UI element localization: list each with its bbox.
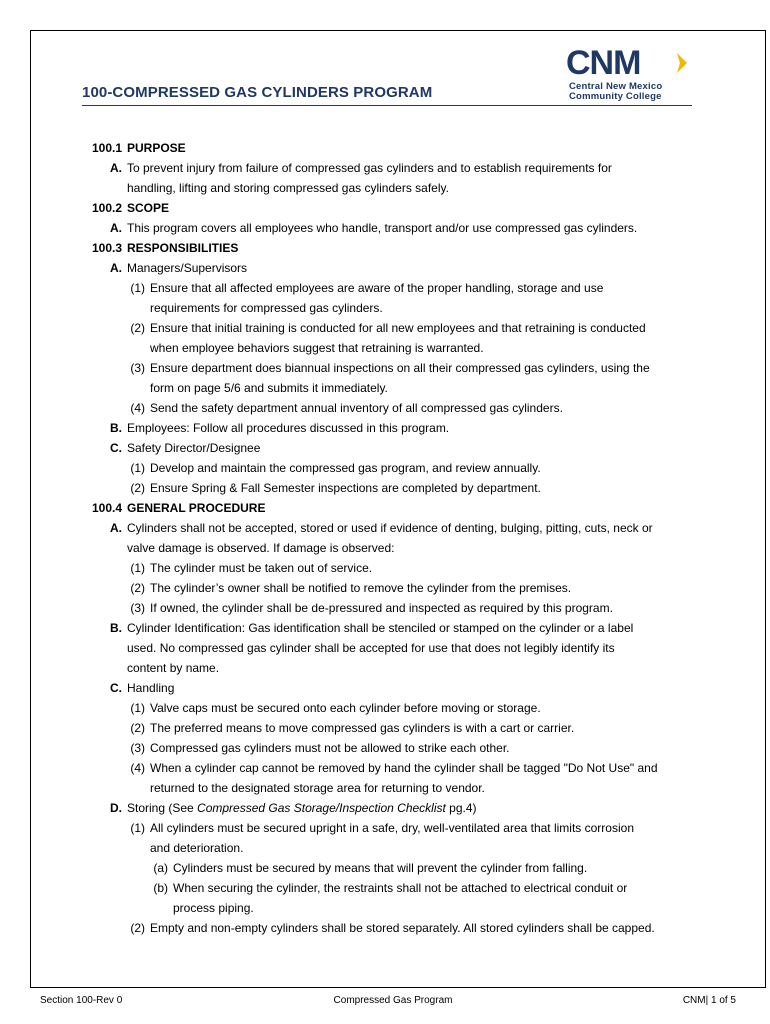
line-number: (2) (130, 581, 145, 595)
line-text-main: The cylinder’s owner shall be notified to remove the cylinder from the premises. (150, 581, 572, 595)
line-number: (1) (130, 461, 145, 475)
document-line (0, 558, 770, 578)
line-number: (1) (130, 561, 145, 575)
document-line (0, 198, 770, 218)
document-line (0, 698, 770, 718)
logo-line-1: Central New Mexico (569, 81, 663, 92)
line-text-main: form on page 5/6 and submits it immediately. (150, 381, 388, 395)
line-text-main: RESPONSIBILITIES (127, 241, 239, 255)
line-number: (2) (130, 321, 145, 335)
document-line (0, 478, 770, 498)
line-text (127, 658, 219, 678)
line-number: (2) (130, 721, 145, 735)
line-text (150, 278, 603, 298)
line-text (150, 578, 571, 598)
line-text-main: and deterioration. (150, 841, 244, 855)
line-text-main: content by name. (127, 661, 220, 675)
document-line (0, 398, 770, 418)
line-number: D. (110, 801, 122, 815)
document-line (0, 898, 770, 918)
line-text-main: Cylinder Identification: Gas identification shall be stenciled or stamped on the cylinder or a label (127, 621, 634, 635)
line-text (127, 218, 637, 238)
line-number: (2) (130, 481, 145, 495)
document-line (0, 318, 770, 338)
line-text (173, 878, 627, 898)
line-text-main: Cylinders must be secured by means that will prevent the cylinder from falling. (173, 861, 588, 875)
line-text-main: When a cylinder cap cannot be removed by hand the cylinder shall be tagged "Do Not Use" and (150, 761, 658, 775)
line-text-main: Ensure department does biannual inspections on all their compressed gas cylinders, using the (150, 361, 650, 375)
document-line (0, 458, 770, 478)
document-line (0, 298, 770, 318)
line-number: A. (110, 261, 122, 275)
document-line (0, 538, 770, 558)
line-text (127, 618, 633, 638)
line-number: (3) (130, 741, 145, 755)
line-text (150, 398, 563, 418)
line-number: (4) (130, 401, 145, 415)
line-number: B. (110, 621, 122, 635)
line-text (150, 718, 574, 738)
line-text-main: Empty and non-empty cylinders shall be stored separately. All stored cylinders shall be capped. (150, 921, 655, 935)
line-text-main: Managers/Supervisors (127, 261, 248, 275)
line-text-main: Employees: Follow all procedures discussed in this program. (127, 421, 450, 435)
line-text (127, 198, 169, 218)
line-text (127, 138, 186, 158)
document-line (0, 278, 770, 298)
line-text (150, 378, 388, 398)
line-number: (b) (153, 881, 168, 895)
cnm-logo (566, 44, 696, 102)
document-line (0, 178, 770, 198)
line-text-main: Send the safety department annual inventory of all compressed gas cylinders. (150, 401, 563, 415)
line-text-main: Safety Director/Designee (127, 441, 261, 455)
document-line (0, 258, 770, 278)
line-number: 100.3 (91, 241, 122, 255)
line-text (127, 178, 449, 198)
line-number: (1) (130, 701, 145, 715)
line-text-main: The preferred means to move compressed gas cylinders is with a cart or carrier. (150, 721, 575, 735)
line-text (150, 698, 541, 718)
cnm-logo-text: CNM (566, 44, 641, 80)
document-line (0, 858, 770, 878)
line-number: A. (110, 521, 122, 535)
line-text-main: Cylinders shall not be accepted, stored or used if evidence of denting, bulging, pitting, cuts, neck or (127, 521, 653, 535)
line-text (150, 478, 541, 498)
line-text-main: when employee behaviors suggest that retraining is warranted. (150, 341, 484, 355)
line-text (173, 858, 587, 878)
line-number: 100.4 (91, 501, 122, 515)
document-line (0, 738, 770, 758)
document-line (0, 758, 770, 778)
line-text (127, 158, 612, 178)
footer-page-number: CNM| 1 of 5 (682, 995, 736, 1006)
document-line (0, 718, 770, 738)
document-line (0, 618, 770, 638)
document-line (0, 358, 770, 378)
line-text-main: GENERAL PROCEDURE (127, 501, 266, 515)
document-line (0, 498, 770, 518)
cnm-logo-mark (566, 44, 696, 80)
line-text-main: returned to the designated storage area for returning to vendor. (150, 781, 485, 795)
footer-title: Compressed Gas Program (333, 995, 453, 1006)
line-text-italic: Compressed Gas Storage/Inspection Checklist (197, 801, 446, 815)
line-text (173, 898, 254, 918)
document-line (0, 678, 770, 698)
line-number: (1) (130, 821, 145, 835)
line-text-main: valve damage is observed. If damage is observed: (127, 541, 395, 555)
line-text-main: Valve caps must be secured onto each cylinder before moving or storage. (150, 701, 541, 715)
document-line (0, 158, 770, 178)
line-text (150, 918, 655, 938)
line-text (150, 778, 485, 798)
line-text (150, 318, 646, 338)
line-text-main: handling, lifting and storing compressed gas cylinders safely. (127, 181, 449, 195)
footer-section: Section 100-Rev 0 (40, 995, 123, 1006)
line-text (150, 358, 650, 378)
logo-line-2: Community College (569, 91, 662, 102)
document-line (0, 438, 770, 458)
line-text-main: Handling (127, 681, 175, 695)
line-text-main: Develop and maintain the compressed gas program, and review annually. (150, 461, 541, 475)
line-number: A. (110, 161, 122, 175)
document-line (0, 778, 770, 798)
line-number: (2) (130, 921, 145, 935)
line-text (127, 438, 260, 458)
line-text-main: PURPOSE (127, 141, 186, 155)
line-text-main: All cylinders must be secured upright in a safe, dry, well-ventilated area that limits corrosion (150, 821, 634, 835)
line-text-main: used. No compressed gas cylinder shall be accepted for use that does not legibly identify its (127, 641, 615, 655)
document-line (0, 638, 770, 658)
line-text-main: Compressed gas cylinders must not be allowed to strike each other. (150, 741, 510, 755)
line-text (127, 258, 247, 278)
line-text (150, 738, 510, 758)
line-text (150, 298, 383, 318)
line-text (150, 838, 243, 858)
document-line (0, 658, 770, 678)
page-title: 100-COMPRESSED GAS CYLINDERS PROGRAM (82, 84, 433, 101)
document-line (0, 818, 770, 838)
line-text (150, 818, 634, 838)
line-text-main: process piping. (173, 901, 254, 915)
line-number: (a) (153, 861, 168, 875)
line-number: C. (110, 441, 122, 455)
line-number: C. (110, 681, 122, 695)
line-number: 100.1 (91, 141, 122, 155)
line-number: (3) (130, 601, 145, 615)
line-text-main: Ensure that initial training is conducted for all new employees and that retraining is conducted (150, 321, 646, 335)
line-text-main: Ensure that all affected employees are aware of the proper handling, storage and use (150, 281, 604, 295)
line-number: 100.2 (91, 201, 122, 215)
line-text-after: pg.4) (445, 801, 477, 815)
line-text (127, 518, 653, 538)
line-text (127, 638, 615, 658)
document-line (0, 218, 770, 238)
line-text-main: SCOPE (127, 201, 170, 215)
line-text (127, 678, 174, 698)
line-number: A. (110, 221, 122, 235)
line-text (150, 758, 658, 778)
line-number: (4) (130, 761, 145, 775)
document-line (0, 378, 770, 398)
line-text-main: The cylinder must be taken out of service. (150, 561, 373, 575)
line-text (127, 238, 238, 258)
document-line (0, 578, 770, 598)
document-line (0, 878, 770, 898)
document-line (0, 838, 770, 858)
document-line (0, 798, 770, 818)
chevron-right-icon (677, 53, 687, 73)
line-text (150, 598, 613, 618)
line-text-main: Storing (See (127, 801, 198, 815)
line-text-main: requirements for compressed gas cylinders. (150, 301, 383, 315)
document-line (0, 138, 770, 158)
line-text (150, 338, 484, 358)
line-number: (1) (130, 281, 145, 295)
line-text (150, 558, 372, 578)
title-underline (82, 105, 692, 106)
line-text-main: This program covers all employees who handle, transport and/or use compressed gas cylinders. (127, 221, 638, 235)
line-text (150, 458, 541, 478)
line-text-main: To prevent injury from failure of compressed gas cylinders and to establish requirements for (127, 161, 612, 175)
line-text (127, 798, 477, 818)
line-number: B. (110, 421, 122, 435)
document-line (0, 598, 770, 618)
line-text-main: When securing the cylinder, the restraints shall not be attached to electrical conduit or (173, 881, 628, 895)
line-text (127, 418, 449, 438)
document-line (0, 418, 770, 438)
document-line (0, 238, 770, 258)
line-number: (3) (130, 361, 145, 375)
line-text (127, 538, 394, 558)
line-text (127, 498, 265, 518)
line-text-main: If owned, the cylinder shall be de-pressured and inspected as required by this program. (150, 601, 613, 615)
line-text-main: Ensure Spring & Fall Semester inspections are completed by department. (150, 481, 541, 495)
document-line (0, 518, 770, 538)
document-line (0, 338, 770, 358)
document-line (0, 918, 770, 938)
